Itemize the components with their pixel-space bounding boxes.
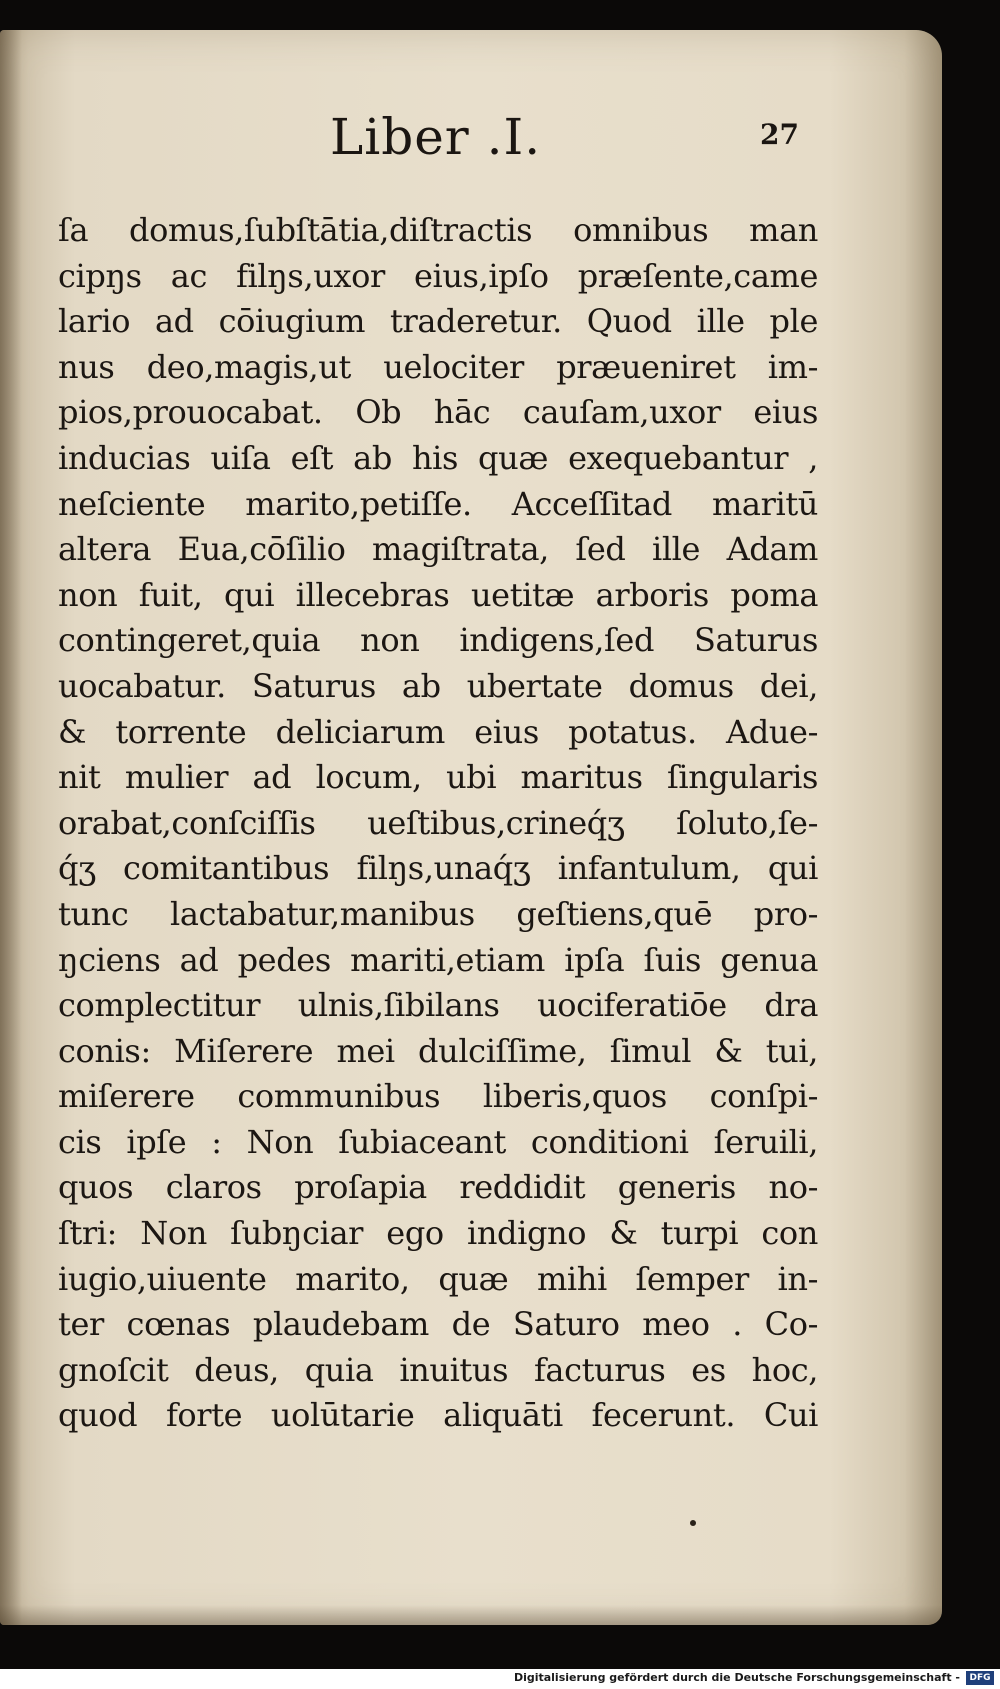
page-gutter-shadow [0,30,22,1625]
text-line: cipŋs ac filŋs,uxor eius,ipſo præſente,came [58,256,818,295]
text-line: & torrente deliciarum eius potatus. Adue- [58,712,818,751]
text-line: nit mulier ad locum, ubi maritus ſingularis [58,758,818,797]
text-line: complectitur ulnis,ſibilans uociferatiōe dra [58,986,818,1025]
page-number: 27 [760,118,799,151]
text-line: orabat,conſciſſis ueſtibus,crineq́ʒ ſoluto,ſe- [58,803,818,842]
text-line: gnoſcit deus, quia inuitus facturus es hoc, [58,1350,818,1389]
body-text [58,208,818,1439]
text-line: uocabatur. Saturus ab ubertate domus dei, [58,666,818,705]
text-line: tunc lactabatur,manibus geſtiens,quē pro- [58,894,818,933]
text-line: nus deo,magis,ut uelociter præueniret im- [58,347,818,386]
text-line: altera Eua,cōſilio magiſtrata, ſed ille Adam [58,530,818,569]
funding-credit: Digitalisierung gefördert durch die Deutsche Forschungsgemeinschaft - [513,1671,960,1684]
ink-mark [690,1520,696,1526]
text-line: cis ipſe : Non ſubiaceant conditioni ſeruili, [58,1122,818,1161]
running-head-title: Liber .I. [330,108,542,166]
text-line: pios,prouocabat. Ob hāc cauſam,uxor eius [58,393,818,432]
book-page [0,30,942,1625]
text-line: conis: Miſerere mei dulciſſime, ſimul & tui, [58,1031,818,1070]
text-line: ter cœnas plaudebam de Saturo meo . Co- [58,1305,818,1344]
text-line: quod forte uolūtarie aliquāti fecerunt. Cui [58,1396,818,1435]
text-line: neſciente marito,petiſſe. Acceſſitad maritū [58,484,818,523]
text-line: ŋciens ad pedes mariti,etiam ipſa ſuis genua [58,940,818,979]
text-line: ſa domus,ſubſtātia,diſtractis omnibus man [58,211,818,249]
text-line: inducias uiſa eſt ab his quæ exequebantur , [58,438,818,477]
text-line: iugio,uiuente marito, quæ mihi ſemper in- [58,1259,818,1298]
text-line: q́ʒ comitantibus filŋs,unaq́ʒ infantulum, qui [58,849,818,888]
text-line: contingeret,quia non indigens,ſed Saturus [58,621,818,660]
text-line: non fuit, qui illecebras uetitæ arboris poma [58,575,818,614]
digitization-footer [0,1669,1000,1689]
dfg-logo: DFG [966,1671,994,1685]
text-line: quos claros proſapia reddidit generis no- [58,1168,818,1207]
page-bottom-shadow [0,1605,942,1625]
text-line: lario ad cōiugium traderetur. Quod ille ple [58,302,818,341]
text-line: miſerere communibus liberis,quos conſpi- [58,1077,818,1116]
text-line: ſtri: Non ſubŋciar ego indigno & turpi con [58,1214,818,1253]
